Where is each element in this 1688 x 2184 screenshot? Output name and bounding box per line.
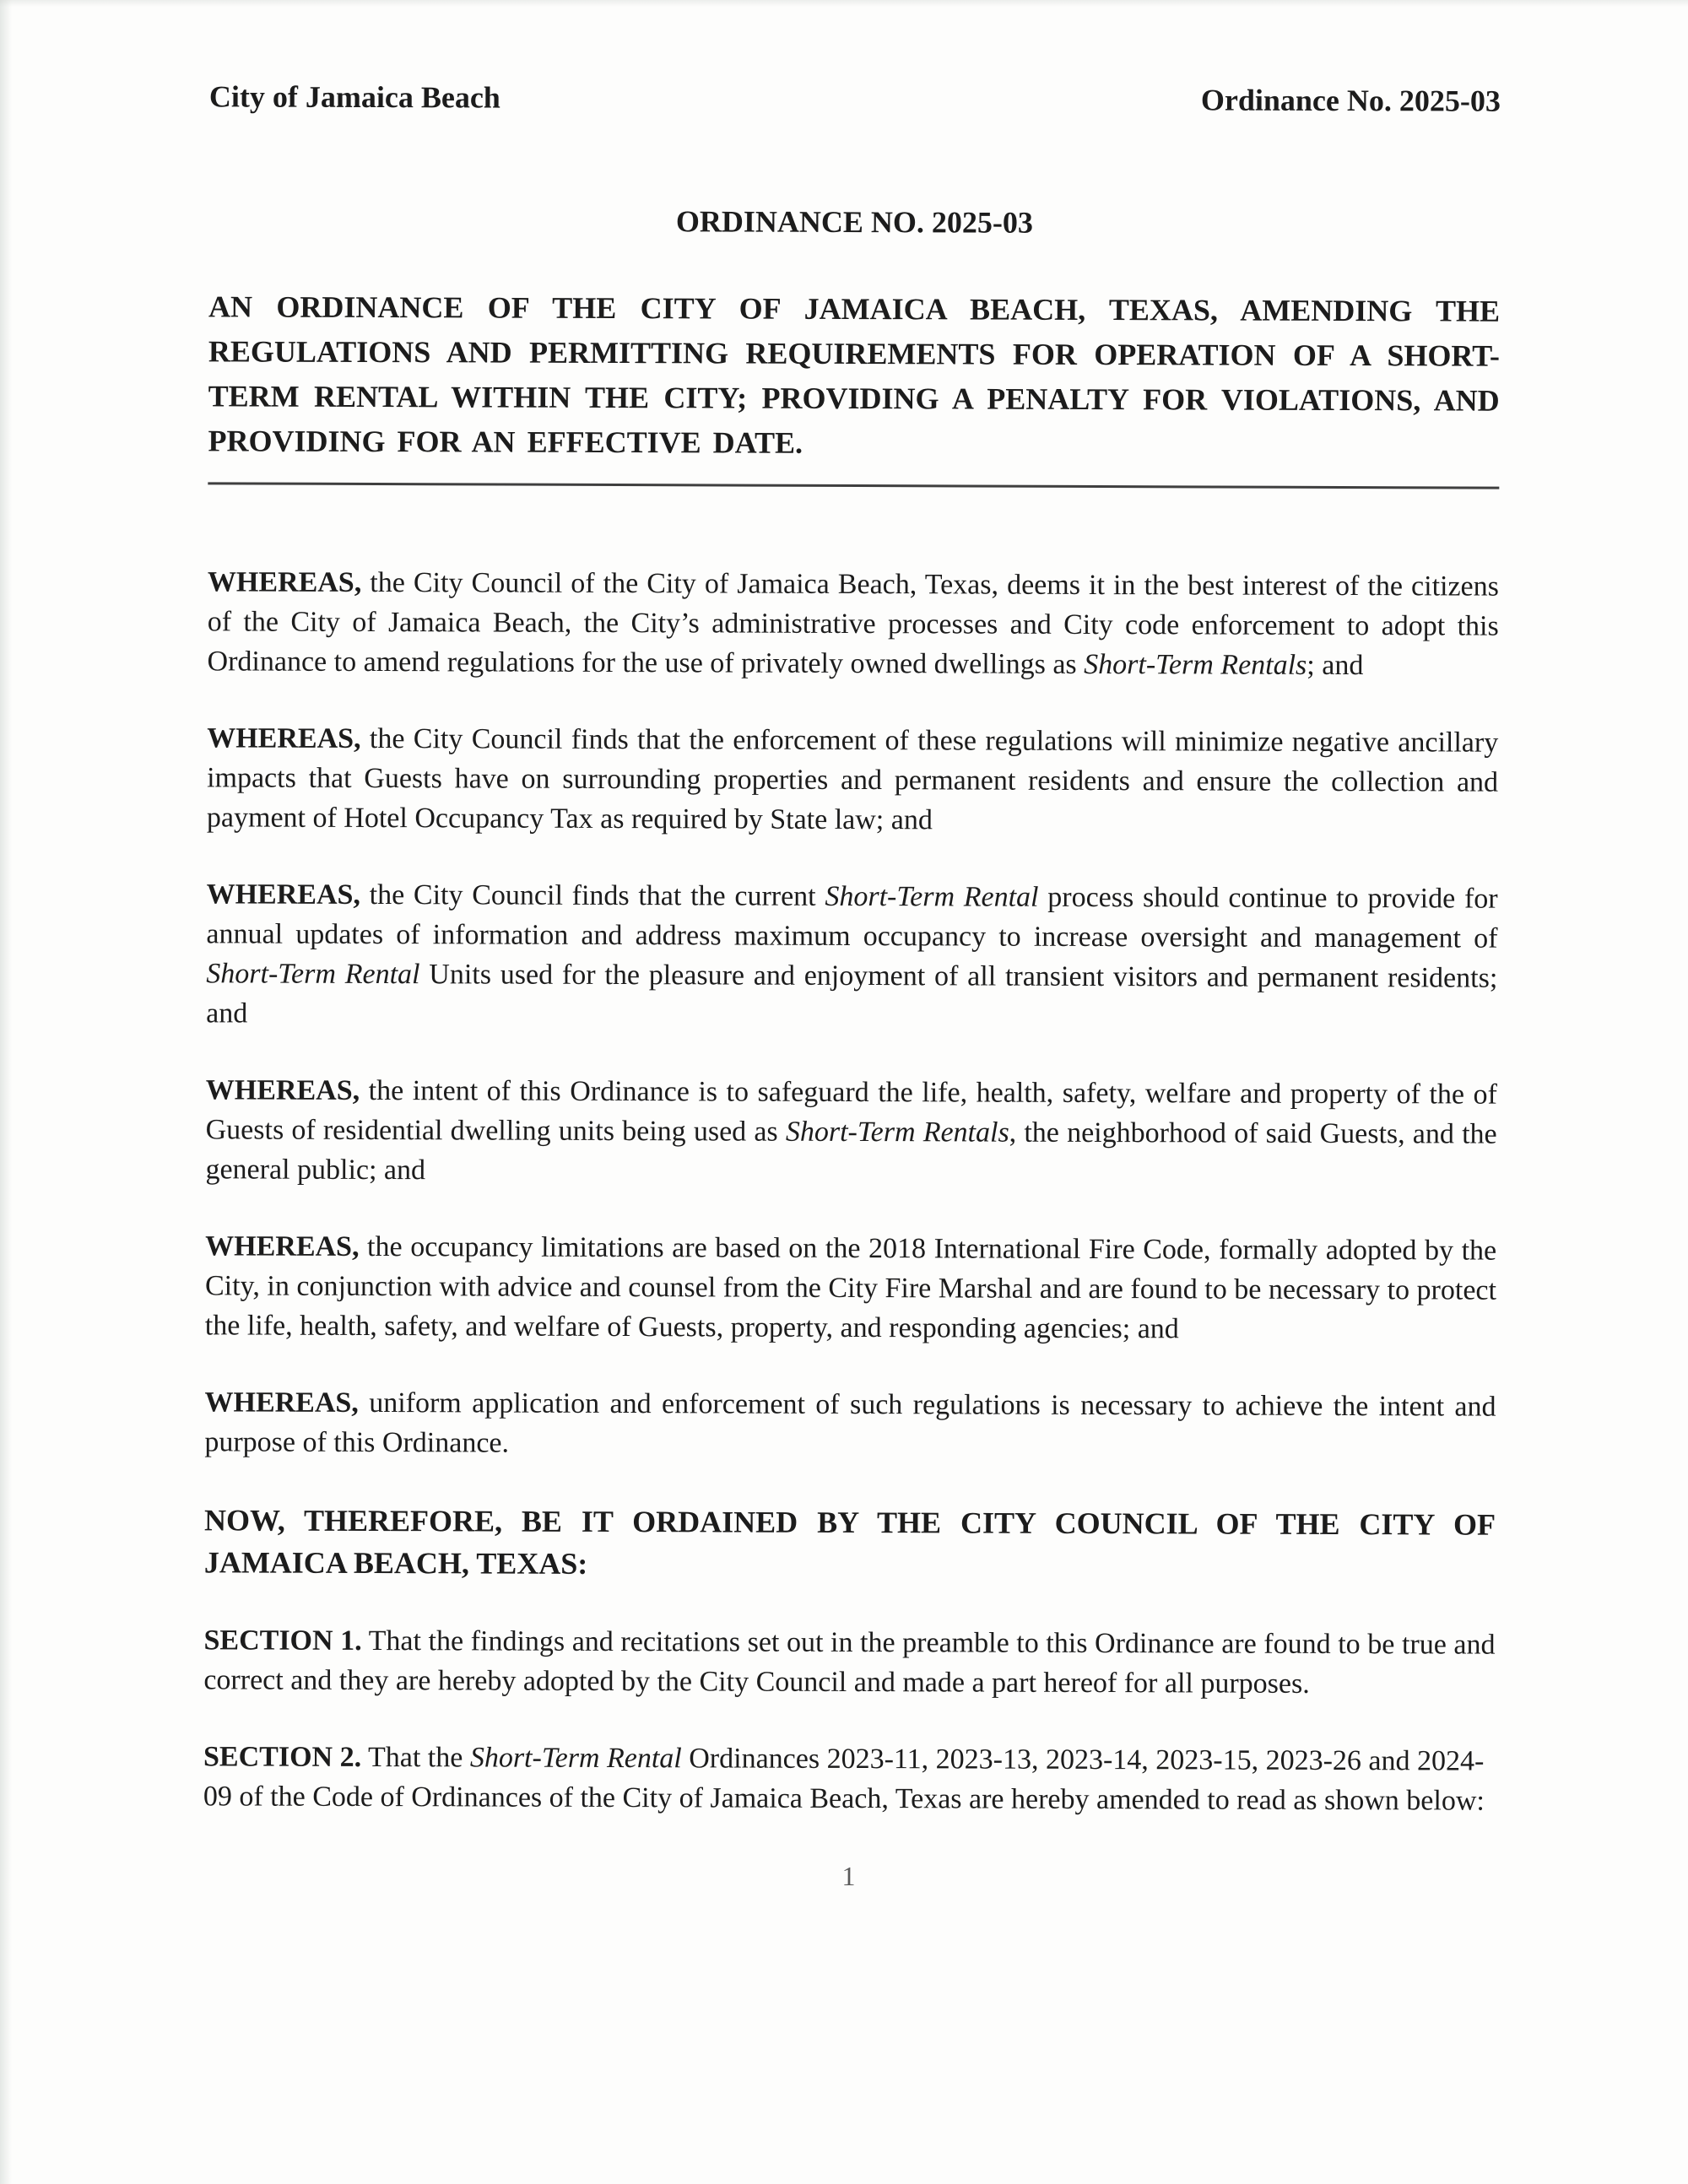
whereas-clause-6 — [204, 1382, 1496, 1466]
section-2 — [203, 1737, 1495, 1820]
page-header — [209, 78, 1501, 118]
page-number: 1 — [841, 1860, 856, 1892]
header-city-name: City of Jamaica Beach — [208, 79, 500, 115]
text-run-italic: Short-Term Rental — [206, 958, 420, 991]
text-run-normal: That the — [361, 1741, 470, 1774]
text-run-bold: WHEREAS, — [206, 878, 361, 911]
text-run-normal: the occupancy limitations are based on the 2018 International Fire Code, formally adopted by the City, in conjunction with advice and counsel from the City Fire Marshal and are found to be necessary to protect the life, health, safety, and welfare of Guests, property, and responding agencies; and — [204, 1230, 1497, 1345]
text-run-italic: Short-Term Rental — [469, 1742, 682, 1775]
ordinance-caption: AN ORDINANCE OF THE CITY OF JAMAICA BEACH, TEXAS, AMENDING THE REGULATIONS AND PERMITTING REQUIREMENTS FOR OPERATION OF A SHORT-TERM RENTAL WITHIN THE CITY; PROVIDING A PENALTY FOR VIOLATIONS, AND PROVIDING FOR AN EFFECTIVE DATE. — [208, 289, 1501, 460]
scan-edge-top-artifact — [0, 0, 1688, 7]
text-run-normal: That the findings and recitations set out in the preamble to this Ordinance are found to be true and correct and they are hereby adopted by the City Council and made a part hereof for all purposes. — [203, 1624, 1496, 1700]
text-run-normal: uniform application and enforcement of such regulations is necessary to achieve the intent and purpose of this Ordinance. — [204, 1387, 1496, 1459]
scan-edge-left-artifact — [0, 0, 12, 2184]
whereas-clause-5 — [205, 1226, 1496, 1349]
text-run-normal: the City Council of the City of Jamaica Beach, Texas, deems it in the best interest of the citizens of the City of Jamaica Beach, the City’s administrative processes and City code enforcement to adopt this Ordinance to amend regulations for the use of privately owned dwellings as — [207, 566, 1499, 680]
text-run-bold: NOW, THEREFORE, BE IT ORDAINED BY THE CITY COUNCIL OF THE CITY OF JAMAICA BEACH, TEXAS: — [203, 1503, 1496, 1581]
text-run-bold: WHEREAS, — [207, 566, 362, 598]
text-run-normal: the City Council finds that the enforcement of these regulations will minimize negative ancillary impacts that Guests have on surrounding properties and permanent residents and ensure the collection and payment of Hotel Occupancy Tax as required by State law; and — [206, 722, 1499, 836]
header-ordinance-number: Ordinance No. 2025-03 — [1200, 83, 1501, 118]
section-1 — [203, 1620, 1495, 1704]
text-run-bold: WHEREAS, — [204, 1387, 359, 1419]
whereas-clause-2 — [207, 718, 1498, 841]
text-run-bold: WHEREAS, — [207, 722, 361, 754]
text-run-italic: Short-Term Rentals — [785, 1116, 1009, 1149]
text-run-normal: ; and — [1307, 649, 1364, 682]
document-body — [203, 562, 1499, 1820]
whereas-clause-1 — [208, 562, 1499, 685]
text-run-normal: Units used for the pleasure and enjoyment of all transient visitors and permanent residents; and — [206, 959, 1498, 1030]
text-run-bold: SECTION 2. — [203, 1741, 362, 1773]
whereas-clause-4 — [205, 1070, 1496, 1193]
text-run-normal: the intent of this Ordinance is to safeguard the life, health, safety, welfare and property of the of Guests of residential dwelling units being used as — [205, 1074, 1497, 1148]
text-run-normal: , the neighborhood of said Guests, and the general public; and — [205, 1116, 1497, 1187]
text-run-bold: WHEREAS, — [205, 1074, 360, 1106]
text-run-normal: Ordinances 2023-11, 2023-13, 2023-14, 2023-15, 2023-26 and 2024-09 of the Code of Ordinances of the City of Jamaica Beach, Texas are hereby amended to read as shown below: — [203, 1743, 1485, 1817]
document-content — [203, 78, 1501, 1894]
text-run-normal: the City Council finds that the current — [360, 878, 825, 912]
text-run-bold: WHEREAS, — [205, 1230, 360, 1262]
text-run-italic: Short-Term Rentals — [1084, 648, 1307, 681]
text-run-bold: SECTION 1. — [203, 1624, 362, 1657]
whereas-clause-3 — [206, 874, 1498, 1037]
divider-rule — [208, 482, 1499, 489]
ordaining-clause — [204, 1499, 1496, 1587]
ordinance-title: ORDINANCE NO. 2025-03 — [675, 204, 1033, 240]
text-run-italic: Short-Term Rental — [825, 880, 1039, 913]
text-run-normal: process should continue to provide for annual updates of information and address maximum occupancy to increase oversight and management of — [206, 881, 1498, 954]
